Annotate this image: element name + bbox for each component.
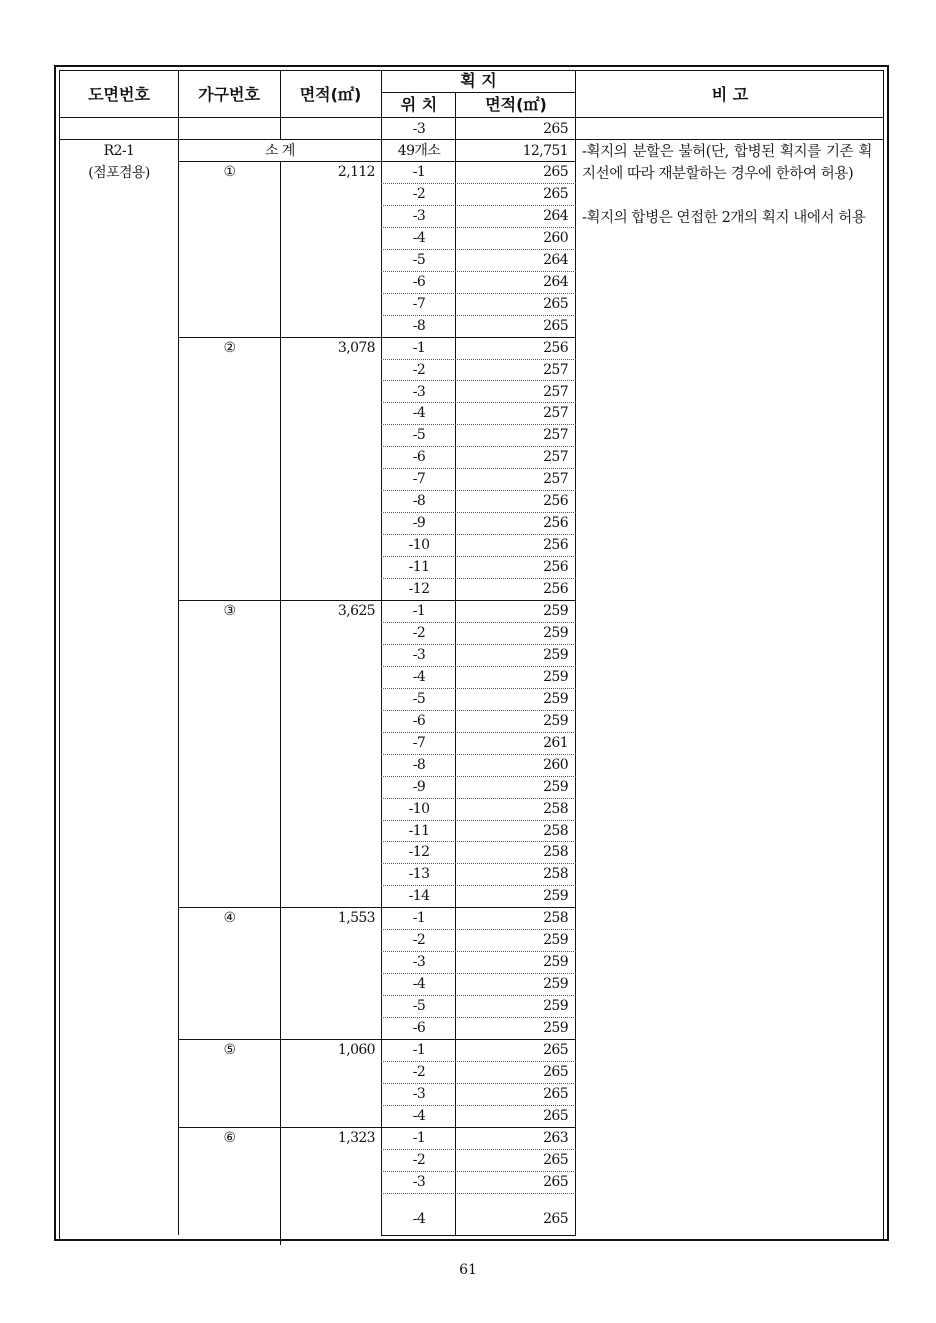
drawing-use: (점포겸용) [88,165,150,181]
lot-area: 257 [543,471,568,488]
lot-position: -4 [412,668,426,685]
lot-divider [381,841,576,842]
lot-area: 265 [543,1151,568,1168]
block-area: 3,078 [337,339,375,356]
lot-divider [381,380,576,381]
lot-divider [381,424,576,425]
lot-position: -7 [412,734,426,751]
remark-line-1: -획지의 분할은 불허(단, 합병된 획지를 기존 획지선에 따라 재분할하는 경우에 한하여 허용) [582,144,872,182]
lot-divider [381,929,576,930]
lot-divider [381,1193,576,1194]
lot-divider [381,468,576,469]
lot-area: 265 [543,1042,568,1058]
lot-position: -4 [412,229,426,246]
lot-position: -2 [412,1151,426,1168]
block-area-col-line [280,162,281,338]
lot-position: -12 [408,581,430,598]
block-area: 1,060 [337,1042,375,1058]
lot-position: -5 [412,690,426,707]
lot-position: -11 [408,822,430,839]
lot-divider [381,205,576,206]
lot-position: -6 [412,712,426,729]
lot-position: -3 [412,1085,426,1102]
lot-position: -3 [412,954,426,971]
lot-position: -3 [412,207,426,224]
lot-area: 265 [543,1085,568,1102]
lot-position: -8 [412,317,426,334]
lot-divider [381,644,576,645]
lot-position: -4 [412,976,426,993]
col-line-2 [280,70,281,140]
block-area-col-line [280,908,281,1040]
lot-area: 265 [543,1210,568,1227]
header-mid-line [382,92,576,93]
col-line-1 [178,70,179,1235]
lot-area: 257 [543,427,568,444]
lot-area: 264 [543,251,568,268]
lot-area: 257 [543,405,568,422]
header-block-no: 가구번호 [198,85,260,104]
lot-position: -10 [408,800,430,817]
block-area: 2,112 [337,164,375,180]
lot-area: 256 [543,581,568,598]
lot-divider [381,183,576,184]
subtotal-bottom-line [178,161,576,162]
lot-area: 260 [543,756,568,773]
block-area: 3,625 [337,603,375,619]
lot-divider [381,1017,576,1018]
lot-divider [381,666,576,667]
lot-area: 259 [543,624,568,641]
lot-position: -1 [412,910,426,927]
lot-area: 258 [543,844,568,861]
subtotal-label: 소 계 [265,143,295,159]
lot-area: 265 [543,317,568,334]
block-id: ⑤ [223,1042,236,1058]
lot-position: -9 [412,778,426,795]
block-area-col-line [280,601,281,908]
lot-position: -5 [412,998,426,1015]
lot-area: 257 [543,383,568,400]
lot-area: 259 [543,690,568,707]
lot-divider [381,578,576,579]
block-id: ④ [223,910,236,927]
lot-position: -13 [408,866,430,883]
lot-position: -10 [408,537,430,554]
block-divider [381,1039,576,1040]
lot-area: 265 [543,1173,568,1190]
lot-area: 258 [543,910,568,927]
lot-position: -11 [408,559,430,576]
lot-position: -1 [412,164,426,180]
header-lot-area: 면적(㎡) [485,95,547,114]
header-drawing-no: 도면번호 [88,85,150,104]
block-divider [381,907,576,908]
lot-position: -7 [412,471,426,488]
lot-position: -1 [412,603,426,619]
lot-area: 257 [543,449,568,466]
header-remarks: 비 고 [711,85,749,104]
lot-position: -2 [412,185,426,202]
lot-area: 259 [543,932,568,949]
lot-position: -12 [408,844,430,861]
lot-area: 256 [543,493,568,510]
lot-position: -6 [412,273,426,290]
lot-area: 259 [543,646,568,663]
table-bottom-line [381,1235,576,1236]
lot-area: 259 [543,976,568,993]
lot-position: -1 [412,1042,426,1058]
lot-area: 259 [543,603,568,619]
header-bottom-line [59,117,884,118]
remark-line-2: -획지의 합병은 연접한 2개의 획지 내에서 허용 [582,210,866,226]
lot-area: 258 [543,800,568,817]
block-id: ③ [223,603,236,619]
block-area-col-line [280,1040,281,1128]
lot-divider [381,534,576,535]
lot-area: 256 [543,339,568,356]
block-id: ⑥ [223,1129,236,1146]
lot-position: -8 [412,493,426,510]
lot-divider [381,1061,576,1062]
lot-divider [381,490,576,491]
block-id: ① [223,164,236,180]
lot-area: 259 [543,712,568,729]
lot-divider [381,402,576,403]
lot-area: 256 [543,559,568,576]
block-id: ② [223,339,236,356]
lot-position: -2 [412,932,426,949]
block-area-col-line [280,338,281,601]
lot-position: -9 [412,515,426,532]
carry-row-bottom-line [59,139,884,140]
lot-position: -5 [412,427,426,444]
lot-position: -7 [412,295,426,312]
lot-area: 259 [543,778,568,795]
lot-position: -3 [412,383,426,400]
lot-position: -8 [412,756,426,773]
lot-area: 263 [543,1129,568,1146]
lot-position: -2 [412,624,426,641]
lot-area: 259 [543,998,568,1015]
lot-area: 264 [543,207,568,224]
header-area: 면적(㎡) [299,85,362,104]
lot-divider [381,1105,576,1106]
lot-position: -4 [412,405,426,422]
lot-position: -4 [412,1210,426,1227]
lot-area: 257 [543,361,568,378]
lot-area: 264 [543,273,568,290]
block-area-col-line [280,1128,281,1245]
lot-position: -4 [412,1107,426,1124]
lot-position: -5 [412,251,426,268]
lot-position: -2 [412,361,426,378]
lot-area: 259 [543,668,568,685]
lot-area: 265 [543,1107,568,1124]
lot-area: 265 [543,185,568,202]
block-divider [381,600,576,601]
lot-area: 259 [543,1020,568,1037]
header-lot: 획 지 [460,71,497,90]
subtotal-area: 12,751 [522,143,568,159]
lot-area: 258 [543,866,568,883]
lot-divider [381,1083,576,1084]
lot-divider [381,995,576,996]
page-number: 61 [459,1262,477,1278]
lot-divider [381,227,576,228]
lot-divider [381,512,576,513]
block-area: 1,553 [337,910,375,927]
lot-area: 259 [543,888,568,905]
lot-position: -2 [412,1063,426,1080]
lot-position: -6 [412,449,426,466]
lot-divider [381,951,576,952]
lot-area: 258 [543,822,568,839]
lot-position: -6 [412,1020,426,1037]
lot-area: 256 [543,515,568,532]
lot-divider [381,885,576,886]
lot-area: 261 [543,734,568,751]
lot-area: 265 [543,164,568,180]
lot-area: 260 [543,229,568,246]
lot-divider [381,863,576,864]
carry-row-position: -3 [412,121,426,137]
lot-area: 256 [543,537,568,554]
lot-position: -3 [412,1173,426,1190]
lot-divider [381,973,576,974]
header-lot-position: 위 치 [400,95,438,114]
lot-area: 259 [543,954,568,971]
subtotal-count: 49개소 [397,143,441,159]
lot-position: -1 [412,1129,426,1146]
lot-divider [381,556,576,557]
carry-row-area: 265 [543,121,568,137]
lot-divider [381,446,576,447]
lot-position: -3 [412,646,426,663]
block-area: 1,323 [337,1129,375,1146]
lot-area: 265 [543,295,568,312]
lot-divider [381,622,576,623]
lot-position: -1 [412,339,426,356]
lot-area: 265 [543,1063,568,1080]
drawing-number: R2-1 [103,143,135,159]
lot-position: -14 [408,888,430,905]
